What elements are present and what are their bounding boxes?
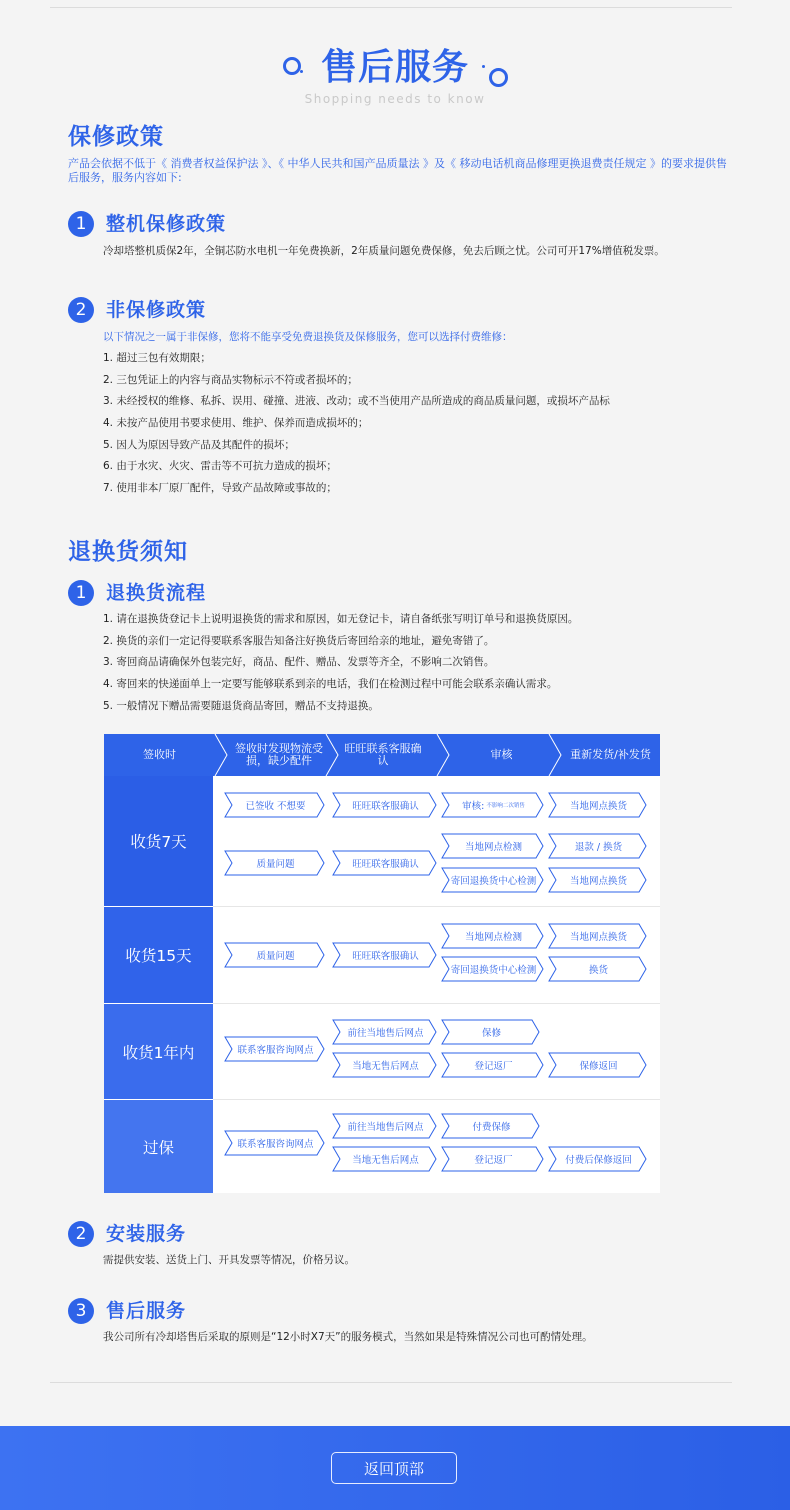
flow-step-label: 保修 — [481, 1028, 501, 1039]
row-label-1year: 收货1年内 — [104, 1004, 213, 1099]
non-warranty-list — [103, 348, 743, 500]
flow-step-label: 当地网点换货 — [569, 876, 627, 887]
full-warranty-text: 冷却塔整机质保2年，全铜芯防水电机一年免费换新，2年质量问题免费保修，免去后顾之忧。公司可开17%增值税发票。 — [103, 245, 665, 257]
page-title: 售后服务 — [320, 47, 469, 88]
install-text: 需提供安装、送货上门、开具发票等情况，价格另议。 — [103, 1254, 355, 1266]
flow-step-label: 保修返回 — [579, 1061, 618, 1072]
section-title: 整机保修政策 — [106, 213, 227, 235]
flow-step-label: 旺旺联客服确认 — [352, 801, 419, 812]
flow-step-label: 前往当地售后网点 — [347, 1122, 424, 1133]
flow-step-label: 已签收 不想要 — [245, 801, 306, 812]
list-item: 2. 三包凭证上的内容与商品实物标示不符或者损坏的； — [103, 373, 358, 386]
list-item: 2. 换货的亲们一定记得要联系客服告知备注好换货后寄回给亲的地址，避免寄错了。 — [103, 634, 495, 647]
flow-step-label: 登记返厂 — [474, 1061, 513, 1072]
list-item: 1. 超过三包有效期限； — [103, 352, 211, 364]
flow-step-label: 付费保修 — [472, 1122, 511, 1133]
returns-heading: 退换货须知 — [68, 539, 188, 565]
return-process-list — [103, 609, 753, 717]
flow-step-label: 当地网点换货 — [569, 801, 627, 812]
section-number-badge: 3 — [68, 1298, 94, 1324]
table-header-cell: 审核 — [490, 748, 513, 761]
row-label-7days: 收货7天 — [104, 776, 213, 906]
bottom-divider — [50, 1382, 732, 1383]
section-number-badge: 1 — [68, 211, 94, 237]
top-divider — [50, 7, 732, 8]
list-item: 3. 寄回商品请确保外包装完好，商品、配件、赠品、发票等齐全，不影响二次销售。 — [103, 656, 495, 669]
list-item: 5. 因人为原因导致产品及其配件的损坏； — [103, 438, 295, 451]
flow-step-label-note: 不影响二次销售 — [486, 803, 525, 809]
flow-step-label-main: 审核: — [462, 801, 485, 812]
flow-step-label: 当地网点检测 — [464, 842, 522, 853]
flow-step-label: 当地网点换货 — [569, 932, 627, 943]
table-header-cell: 重新发货/补发货 — [570, 748, 651, 761]
flow-step-label: 旺旺联客服确认 — [352, 951, 419, 962]
table-header-cell: 旺旺联系客服确认 — [344, 742, 422, 767]
flow-step-label: 前往当地售后网点 — [347, 1028, 424, 1039]
flow-step-label: 联系客服咨询网点 — [237, 1139, 314, 1150]
aftersale-text: 我公司所有冷却塔售后采取的原则是“12小时X7天”的服务模式，当然如果是特殊情况公司也可酌情处理。 — [103, 1331, 593, 1343]
list-item: 4. 寄回来的快递面单上一定要写能够联系到亲的电话，我们在检测过程中可能会联系亲确认需求。 — [103, 678, 558, 691]
flow-step-label — [448, 793, 539, 817]
section-title: 售后服务 — [106, 1300, 187, 1322]
flow-step-label: 付费后保修返回 — [565, 1155, 632, 1166]
list-item: 7. 使用非本厂原厂配件，导致产品故障或事故的； — [103, 482, 337, 495]
flow-step-label: 退款 / 换货 — [574, 842, 623, 853]
back-to-top-button[interactable]: 返回顶部 — [331, 1452, 457, 1484]
section-number-badge: 2 — [68, 1221, 94, 1247]
list-item: 4. 未按产品使用书要求使用、维护、保养而造成损坏的； — [103, 417, 369, 430]
list-item: 3. 未经授权的维修、私拆、误用、碰撞、进液、改动；或不当使用产品所造成的商品质量问题，或损坏产品标 — [103, 395, 610, 408]
table-header-cell: 签收时发现物流受损，缺少配件 — [235, 742, 323, 767]
warranty-intro: 产品会依据不低于《 消费者权益保护法 》、《 中华人民共和国产品质量法 》及《 移动电话机商品修理更换退费责任规定 》的要求提供售后服务，服务内容如下: — [68, 157, 727, 184]
flow-step-label: 质量问题 — [256, 951, 295, 962]
flow-step-label: 寄回退换货中心检测 — [450, 965, 537, 976]
row-label-15days: 收货15天 — [104, 907, 213, 1003]
flow-step-label: 当地网点检测 — [464, 932, 522, 943]
flow-step-label: 旺旺联客服确认 — [352, 859, 419, 870]
non-warranty-note: 以下情况之一属于非保修，您将不能享受免费退换货及保修服务，您可以选择付费维修： — [103, 331, 513, 343]
flow-step-label: 当地无售后网点 — [352, 1061, 419, 1072]
flow-step-label: 寄回退换货中心检测 — [450, 876, 537, 887]
flow-step-label: 质量问题 — [256, 859, 295, 870]
page-header — [0, 44, 790, 92]
flow-step-label: 登记返厂 — [474, 1155, 513, 1166]
list-item: 6. 由于水灾、火灾、雷击等不可抗力造成的损坏； — [103, 460, 337, 473]
section-number-badge: 1 — [68, 580, 94, 606]
page-subtitle: Shopping needs to know — [304, 92, 486, 106]
row-label-expired: 过保 — [104, 1100, 213, 1193]
return-process-table — [104, 734, 660, 1193]
section-title: 非保修政策 — [106, 299, 207, 321]
flow-step-label: 联系客服咨询网点 — [237, 1045, 314, 1056]
section-title: 安装服务 — [106, 1223, 187, 1245]
flow-step-label: 换货 — [588, 965, 608, 976]
section-number-badge: 2 — [68, 297, 94, 323]
list-item: 1. 请在退换货登记卡上说明退换货的需求和原因，如无登记卡，请自备纸张写明订单号和退换货原因。 — [103, 613, 579, 625]
list-item: 5. 一般情况下赠品需要随退货商品寄回，赠品不支持退换。 — [103, 699, 379, 712]
flow-step-label: 当地无售后网点 — [352, 1155, 419, 1166]
footer-bar — [0, 1426, 790, 1510]
warranty-heading: 保修政策 — [68, 124, 164, 150]
section-title: 退换货流程 — [106, 582, 207, 604]
table-header-cell: 签收时 — [143, 748, 176, 761]
